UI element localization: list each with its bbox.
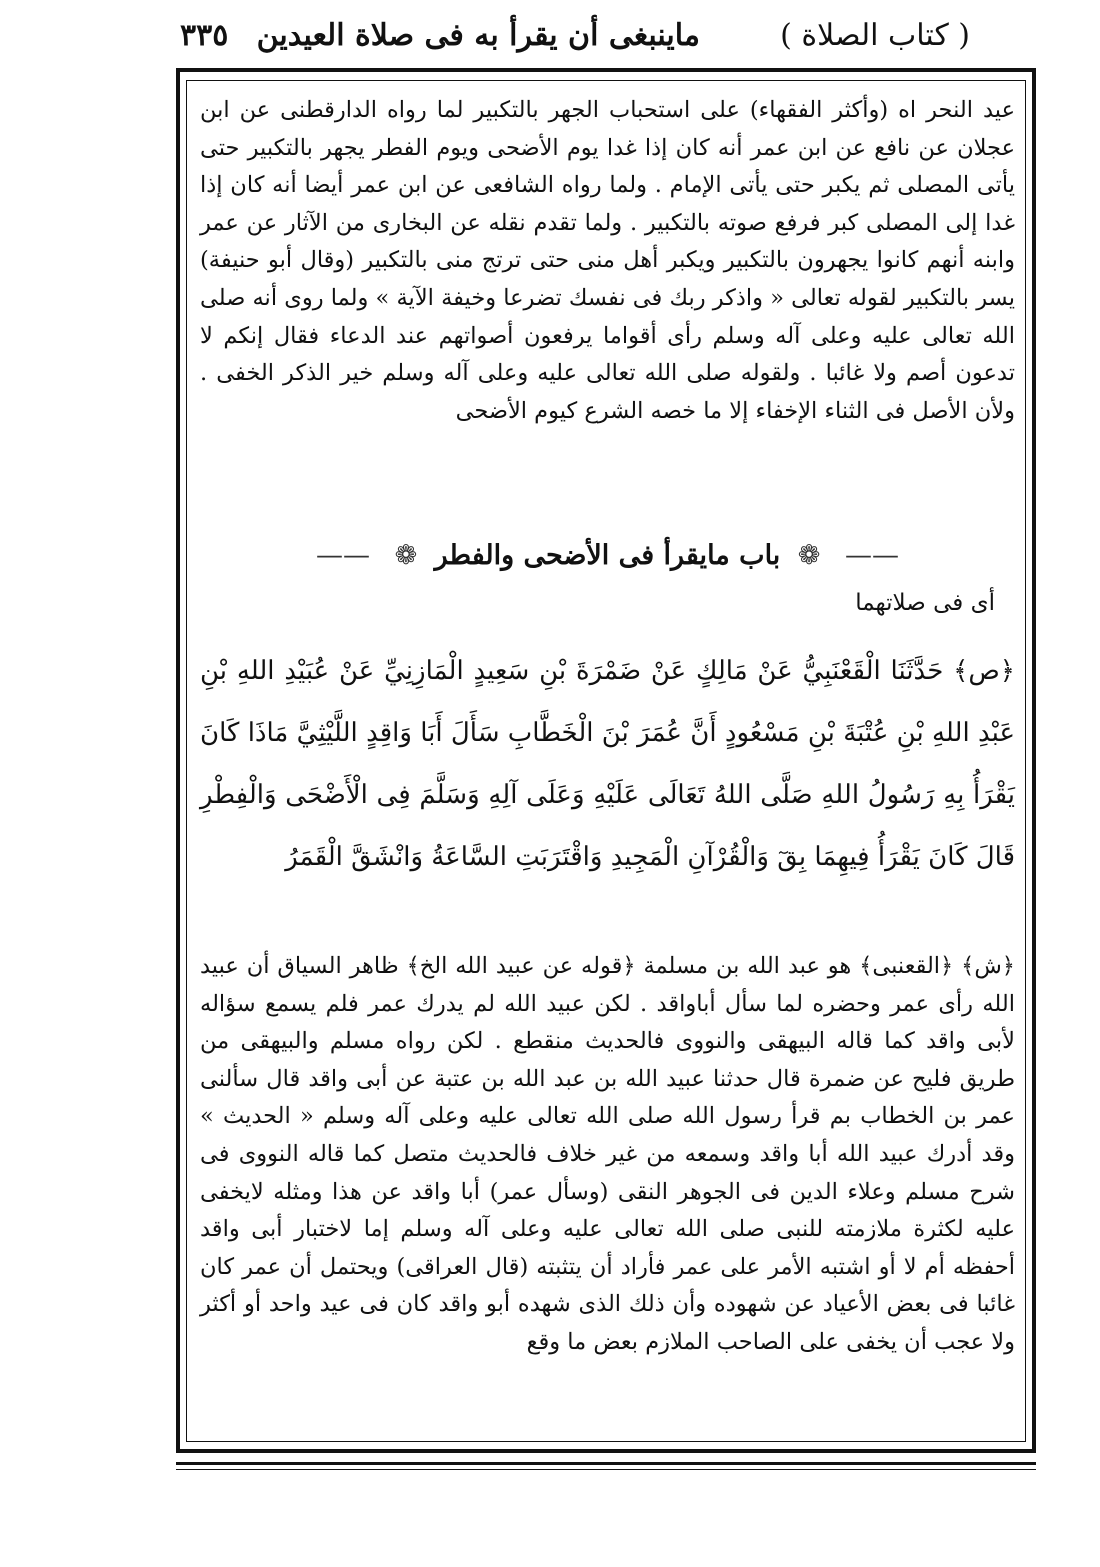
section-title: باب مايقرأ فى الأضحى والفطر <box>434 540 781 571</box>
ornament-icon-left: ❁ <box>394 540 418 571</box>
page-number: ٣٣٥ <box>180 18 229 53</box>
hadith-text: ﴿ص﴾ حَدَّثَنَا الْقَعْنَبِيُّ عَنْ مَالِكٍ عَنْ ضَمْرَةَ بْنِ سَعِيدٍ الْمَازِنِيِّ عَنْ عُبَيْدِ اللهِ بْنِ عَبْدِ اللهِ بْنِ عُتْبَةَ بْنِ مَسْعُودٍ أَنَّ عُمَرَ بْنَ الْخَطَّابِ سَأَلَ أَبَا وَاقِدٍ اللَّيْثِيَّ مَاذَا كَانَ يَقْرَأُ بِهِ رَسُولُ اللهِ صَلَّى اللهُ تَعَالَى عَلَيْهِ وَعَلَى آلِهِ وَسَلَّمَ فِى الْأَضْحَى وَالْفِطْرِ قَالَ كَانَ يَقْرَأُ فِيهِمَا بِقٓ وَالْقُرْآنِ الْمَجِيدِ وَاقْتَرَبَتِ السَّاعَةُ وَانْشَقَّ الْقَمَرُ <box>200 656 1015 872</box>
page-header <box>180 18 1030 62</box>
footer-rule-thick <box>176 1462 1036 1465</box>
ornament-icon-right: ❁ <box>797 540 821 571</box>
chapter-title: ماينبغى أن يقرأ به فى صلاة العيدين <box>256 18 700 53</box>
section-subtitle: أى فى صلاتهما <box>855 590 995 616</box>
commentary-bottom: ﴿ش﴾ ﴿القعنبى﴾ هو عبد الله بن مسلمة ﴿قوله عن عبيد الله الخ﴾ ظاهر السياق أن عبيد الله رأى عمر وحضره لما سأل أباواقد . لكن عبيد الله لم يدرك عمر فلم يسمع سؤاله لأبى واقد كما قاله البيهقى والنووى فالحديث منقطع . لكن رواه مسلم والبيهقى من طريق فليح عن ضمرة قال حدثنا عبيد الله بن عبد الله بن عتبة عن أبى واقد قال سألنى عمر بن الخطاب بم قرأ رسول الله صلى الله تعالى عليه وعلى آله وسلم « الحديث » وقد أدرك عبيد الله أبا واقد وسمعه من غير خلاف فالحديث متصل كما قاله النووى فى شرح مسلم وعلاء الدين فى الجوهر النقى (وسأل عمر) أبا واقد عن هذا ومثله لايخفى عليه لكثرة ملازمته للنبى صلى الله تعالى عليه وعلى آله وسلم إما لاختبار أبى واقد أحفظه أم لا أو اشتبه الأمر على عمر فأراد أن يتثبته (قال العراقى) ويحتمل أن عمر كان غائبا فى بعض الأعياد عن شهوده وأن ذلك الذى شهده أبو واقد كان فى عيد واحد أو أكثر ولا عجب أن يخفى على الصاحب الملازم بعض ما وقع <box>200 953 1015 1355</box>
footer-rule-thin <box>176 1469 1036 1470</box>
section-heading: —— ❁ باب مايقرأ فى الأضحى والفطر ❁ —— <box>316 540 899 571</box>
commentary-top: عيد النحر اه (وأكثر الفقهاء) على استحباب الجهر بالتكبير لما رواه الدارقطنى عن ابن عجلان عن نافع عن ابن عمر أنه كان إذا غدا يوم الأضحى ويوم الفطر يجهر بالتكبير حتى يأتى المصلى ثم يكبر حتى يأتى الإمام . ولما رواه الشافعى عن ابن عمر أيضا أنه كان إذا غدا إلى المصلى كبر فرفع صوته بالتكبير . ولما تقدم نقله عن البخارى من الآثار عن عمر وابنه أنهم كانوا يجهرون بالتكبير ويكبر أهل منى حتى ترتج منى بالتكبير (وقال أبو حنيفة) يسر بالتكبير لقوله تعالى « واذكر ربك فى نفسك تضرعا وخيفة الآية » ولما روى أنه صلى الله تعالى عليه وعلى آله وسلم رأى أقواما يرفعون أصواتهم عند الدعاء فقال إنكم لا تدعون أصم ولا غائبا . ولقوله صلى الله تعالى عليه وعلى آله وسلم خير الذكر الخفى . ولأن الأصل فى الثناء الإخفاء إلا ما خصه الشرع كيوم الأضحى <box>200 97 1015 424</box>
book-title: ( كتاب الصلاة ) <box>780 18 970 53</box>
